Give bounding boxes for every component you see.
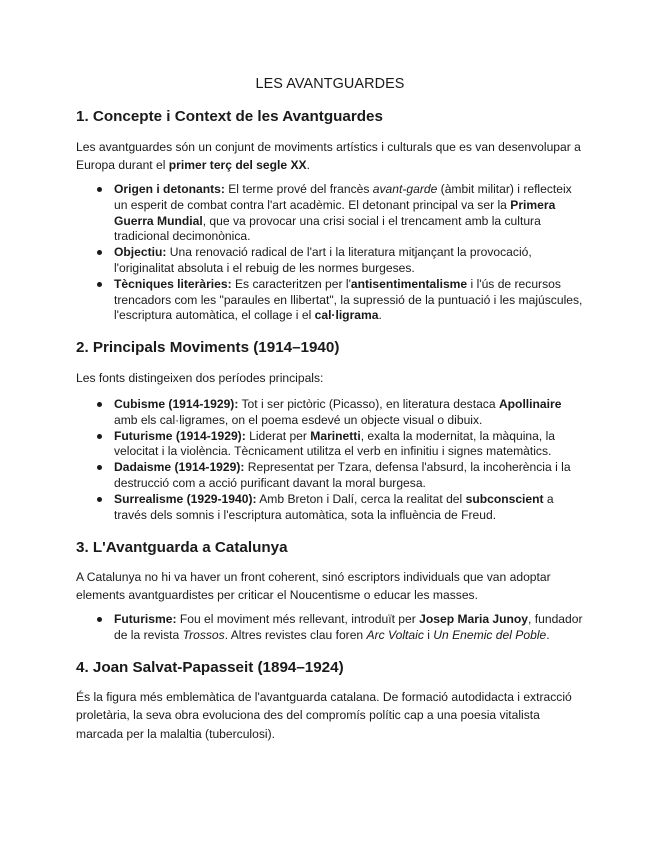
list-item: Surrealisme (1929-1940): Amb Breton i Dalí, cerca la realitat del subconscient a través dels somnis i l'escriptura automàtica, sota la influència de Freud. [76,492,584,524]
list-item: Futurisme (1914-1929): Liderat per Marinetti, exalta la modernitat, la màquina, la velocitat i la violència. Tècnicament utilitza el verb en infinitiu i signes matemàtics. [76,429,584,461]
bullet-icon [97,250,102,255]
document-title: LES AVANTGUARDES [255,76,405,92]
bullet-icon [97,282,102,287]
section-heading-salvat-papasseit: 4. Joan Salvat-Papasseit (1894–1924) [76,659,344,676]
bullet-icon [97,434,102,439]
list-item: Objectiu: Una renovació radical de l'art i la literatura mitjançant la provocació, l'originalitat absoluta i el rebuig de les normes burgeses. [76,245,584,277]
section-heading-concepte: 1. Concepte i Context de les Avantguardes [76,108,383,125]
bullet-icon [97,465,102,470]
bullet-icon [97,187,102,192]
section-intro-moviments: Les fonts distingeixen dos períodes principals: [76,371,324,385]
list-item: Origen i detonants: El terme prové del francès avant-garde (àmbit militar) i reflecteix un esperit de combat contra l'art acadèmic. El detonant principal va ser la Primera Guerra Mundial, que va provocar una crisi social i el trencament amb la cultura tradicional decimonònica. [76,182,584,245]
section-heading-moviments: 2. Principals Moviments (1914–1940) [76,339,340,356]
section-intro-concepte: Les avantguardes són un conjunt de moviments artístics i culturals que es van desenvolupar a Europa durant el primer terç del segle XX. [76,140,581,173]
bullet-list-moviments [76,397,584,523]
list-item: Cubisme (1914-1929): Tot i ser pictòric (Picasso), en literatura destaca Apollinaire amb els cal·ligrames, on el poema esdevé un objecte visual o dibuix. [76,397,584,429]
bullet-icon [97,617,102,622]
bullet-list-catalunya [76,612,584,644]
list-item: Tècniques literàries: Es caracteritzen per l'antisentimentalisme i l'ús de recursos trencadors com les "paraules en llibertat", la supressió de la puntuació i les majúscules, l'escriptura automàtica, el collage i el cal·ligrama. [76,277,584,324]
list-item: Dadaisme (1914-1929): Representat per Tzara, defensa l'absurd, la incoherència i la destrucció com a acció purificant davant la moral burgesa. [76,460,584,492]
section-intro-salvat-papasseit: És la figura més emblemàtica de l'avantguarda catalana. De formació autodidacta i extracció proletària, la seva obra evoluciona des del compromís polític cap a una poesia vitalista marcada per la malaltia (tuberculosi). [76,690,572,741]
bullet-icon [97,497,102,502]
section-heading-catalunya: 3. L'Avantguarda a Catalunya [76,539,288,556]
bullet-icon [97,402,102,407]
section-intro-catalunya: A Catalunya no hi va haver un front coherent, sinó escriptors individuals que van adoptar elements avantguardistes per criticar el Noucentisme o educar les masses. [76,570,551,603]
list-item: Futurisme: Fou el moviment més rellevant, introduït per Josep Maria Junoy, fundador de la revista Trossos. Altres revistes clau foren Arc Voltaic i Un Enemic del Poble. [76,612,584,644]
bullet-list-concepte [76,182,584,324]
